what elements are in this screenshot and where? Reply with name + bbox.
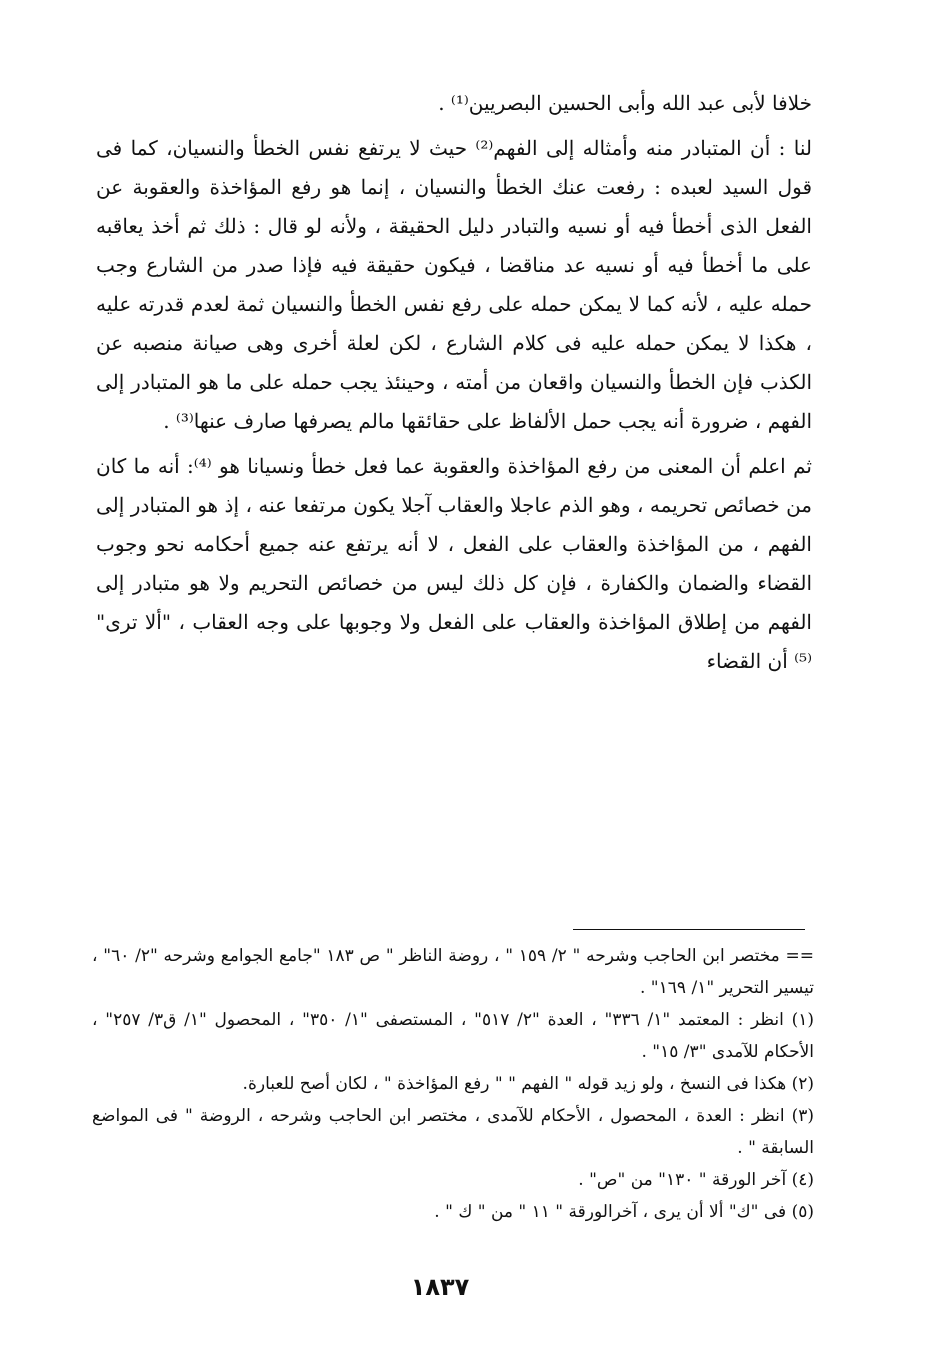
footnote-2: (٢) هكذا فى النسخ ، ولو زيد قوله " الفهم " " رفع المؤاخذة " ، لكان أصح للعبارة. xyxy=(242,1074,814,1094)
main-text xyxy=(96,84,812,681)
footnote-5: (٥) فى "ك" ألا أن يرى ، آخرالورقة " ١١ " من " ك " . xyxy=(434,1202,814,1222)
footnote-4: (٤) آخر الورقة " ١٣٠" من "ص" . xyxy=(578,1170,814,1190)
page-number: ١٨٣٧ xyxy=(410,1273,470,1301)
paragraph-1: خلافا لأبى عبد الله وأبى الحسين البصريين⁽¹⁾ . xyxy=(438,91,812,115)
footnote-1: (١) انظر : المعتمد "١/ ٣٣٦" ، العدة "٢/ ٥١٧" ، المستصفى "١/ ٣٥٠" ، المحصول "١/ ق٣/ ٢٥٧" ، الأحكام للآمدى "٣/ ١٥" . xyxy=(92,1010,815,1062)
footnotes xyxy=(92,940,814,1228)
paragraph-3: ثم اعلم أن المعنى من رفع المؤاخذة والعقوبة عما فعل خطأ ونسيانا هو ⁽⁴⁾: أنه ما كان من خصائص تحريمه ، وهو الذم عاجلا والعقاب آجلا يكون مرتفعا عنه ، إذ هو المتبادر إلى الفهم ، من المؤاخذة والعقاب على الفعل ، لا أنه يرتفع عنه جميع أحكامه نحو وجوب القضاء والضمان والكفارة ، فإن كل ذلك ليس من خصائص التحريم ولا هو متبادر إلى الفهم من إطلاق المؤاخذة والعقاب على الفعل ولا وجوبها على وجه العقاب ، "ألا ترى" ⁽⁵⁾ أن القضاء xyxy=(96,454,812,673)
footnote-3: (٣) انظر : العدة ، المحصول ، الأحكام للآمدى ، مختصر ابن الحاجب وشرحه ، الروضة " فى المواضع السابقة " . xyxy=(92,1106,814,1158)
footnote-separator xyxy=(573,929,805,930)
paragraph-2: لنا : أن المتبادر منه وأمثاله إلى الفهم⁽²⁾ حيث لا يرتفع نفس الخطأ والنسيان، كما فى قول السيد لعبده : رفعت عنك الخطأ والنسيان ، إنما هو رفع المؤاخذة والعقوبة عن الفعل الذى أخطأ فيه أو نسيه والتبادر دليل الحقيقة ، ولأنه لو قال : ذلك ثم أخذ يعاقبه على ما أخطأ فيه أو نسيه عد مناقضا ، فيكون حقيقة فيه فإذا صدر من الشارع وجب حمله عليه ، لأنه كما لا يمكن حمله على رفع نفس الخطأ والنسيان ثمة لعدم قدرته عليه ، هكذا لا يمكن حمله عليه فى كلام الشارع ، لكن لعلة أخرى وهى صيانة منصبه عن الكذب فإن الخطأ والنسيان واقعان من أمته ، وحينئذ يجب حمله على ما هو المتبادر إلى الفهم ، ضرورة أنه يجب حمل الألفاظ على حقائقها مالم يصرفها صارف عنها⁽³⁾ . xyxy=(96,136,813,433)
footnote-continuation: == مختصر ابن الحاجب وشرحه " ٢/ ١٥٩ " ، روضة الناظر " ص ١٨٣ "جامع الجوامع وشرحه "٢/ ٦٠" ، تيسير التحرير "١/ ١٦٩" . xyxy=(92,946,815,998)
